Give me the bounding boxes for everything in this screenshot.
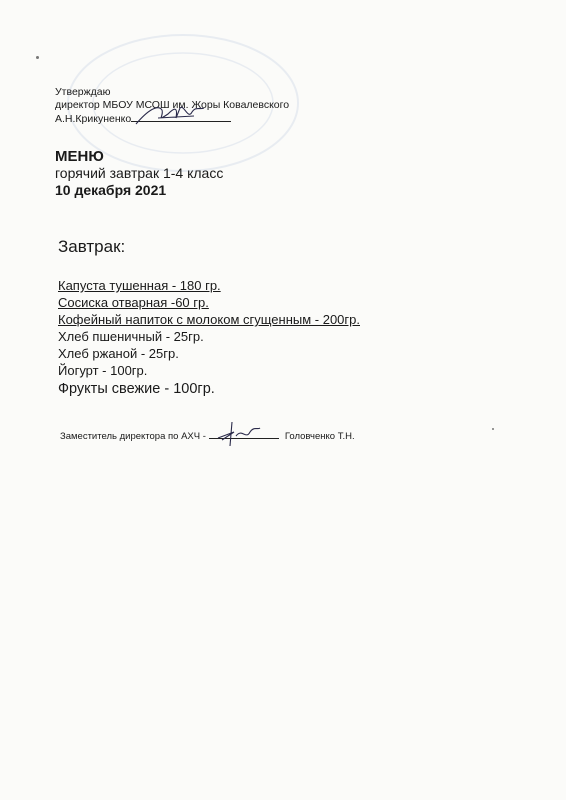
approval-position: директор МБОУ МСОШ им. Жоры Ковалевского: [55, 99, 290, 111]
approval-label: Утверждаю: [55, 86, 111, 98]
menu-item: Кофейный напиток с молоком сгущенным - 200гр.: [58, 312, 360, 327]
scan-speck: [36, 56, 39, 59]
menu-header: [55, 148, 223, 199]
menu-item: Фрукты свежие - 100гр.: [58, 381, 215, 397]
menu-item: Хлеб пшеничный - 25гр.: [58, 329, 204, 344]
deputy-name: Головченко Т.Н.: [284, 431, 355, 442]
menu-item: Капуста тушенная - 180 гр.: [58, 278, 221, 293]
menu-item: Йогурт - 100гр.: [58, 363, 148, 378]
menu-item: Хлеб ржаной - 25гр.: [58, 346, 179, 361]
menu-item: Сосиска отварная -60 гр.: [58, 295, 209, 310]
menu-date: 10 декабря 2021: [55, 182, 167, 198]
approval-name: А.Н.Крикуненко: [55, 113, 132, 125]
meal-items-list: [58, 278, 368, 400]
deputy-signature-line: [60, 430, 355, 442]
menu-title: МЕНЮ: [55, 148, 104, 165]
deputy-signature: [214, 418, 264, 448]
director-signature: [128, 100, 218, 130]
deputy-position: Заместитель директора по АХЧ -: [60, 431, 206, 442]
meal-heading: Завтрак:: [58, 237, 126, 256]
menu-subtitle: горячий завтрак 1-4 класс: [55, 165, 224, 181]
scan-speck: [492, 428, 494, 430]
